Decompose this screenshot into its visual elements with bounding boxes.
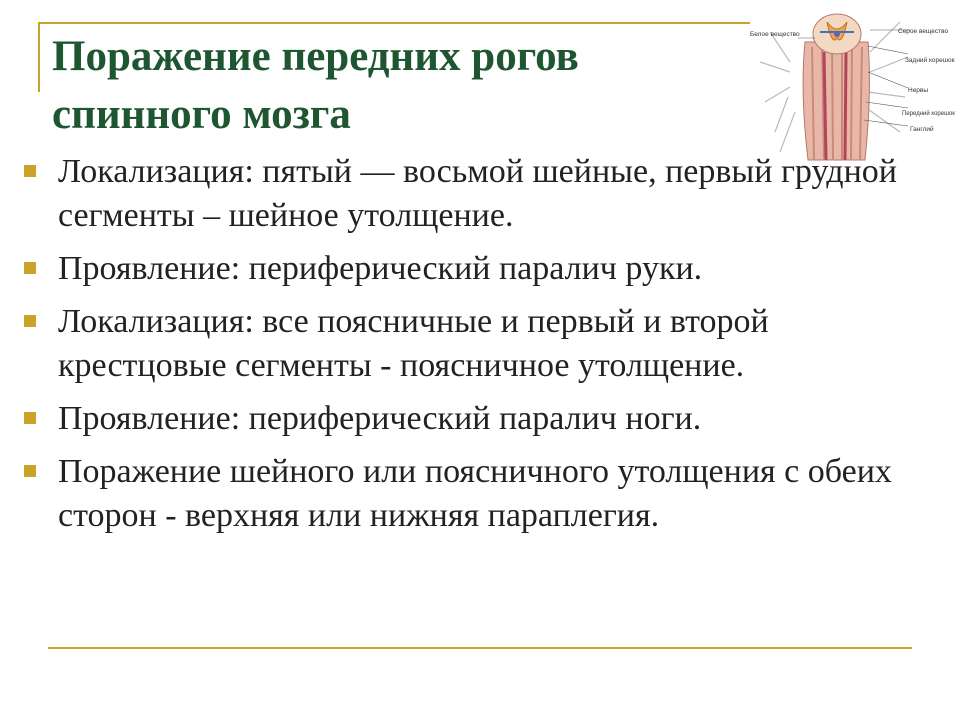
bullet-item (22, 450, 937, 538)
bullet-item (22, 247, 937, 291)
title-line-1: Поражение передних рогов (52, 33, 579, 80)
bullet-text: Локализация: все поясничные и первый и второй крестцовые сегменты - поясничное утолщение. (58, 303, 769, 384)
bullet-square-icon (24, 412, 36, 424)
title-line-2: спинного мозга (52, 91, 351, 138)
label-nerves: Нервы (908, 87, 929, 94)
bullet-square-icon (24, 262, 36, 274)
label-ganglion: Ганглий (910, 126, 934, 133)
bullet-text: Поражение шейного или поясничного утолщения с обеих сторон - верхняя или нижняя параплегия. (58, 453, 892, 534)
bullet-square-icon (24, 315, 36, 327)
label-ventral-root: Передний корешок (902, 111, 955, 117)
label-white-matter: Белое вещество (750, 31, 800, 38)
bottom-divider-line (48, 647, 912, 649)
spinal-cord-illustration (750, 2, 960, 164)
title-frame-left-line (38, 22, 40, 92)
spinal-cord-drawing (750, 2, 960, 164)
bullet-text: Локализация: пятый — восьмой шейные, первый грудной сегменты – шейное утолщение. (58, 153, 897, 234)
bullet-item (22, 397, 937, 441)
bullet-square-icon (24, 165, 36, 177)
bullet-list (22, 150, 937, 547)
label-gray-matter: Серое вещество (898, 28, 949, 35)
bullet-item (22, 300, 937, 388)
title-frame-top-line (38, 22, 750, 24)
bullet-item (22, 150, 937, 238)
bullet-square-icon (24, 465, 36, 477)
bullet-text: Проявление: периферический паралич ноги. (58, 400, 702, 437)
bullet-text: Проявление: периферический паралич руки. (58, 250, 703, 287)
slide-title (52, 28, 752, 144)
label-dorsal-root: Задний корешок (905, 57, 955, 64)
